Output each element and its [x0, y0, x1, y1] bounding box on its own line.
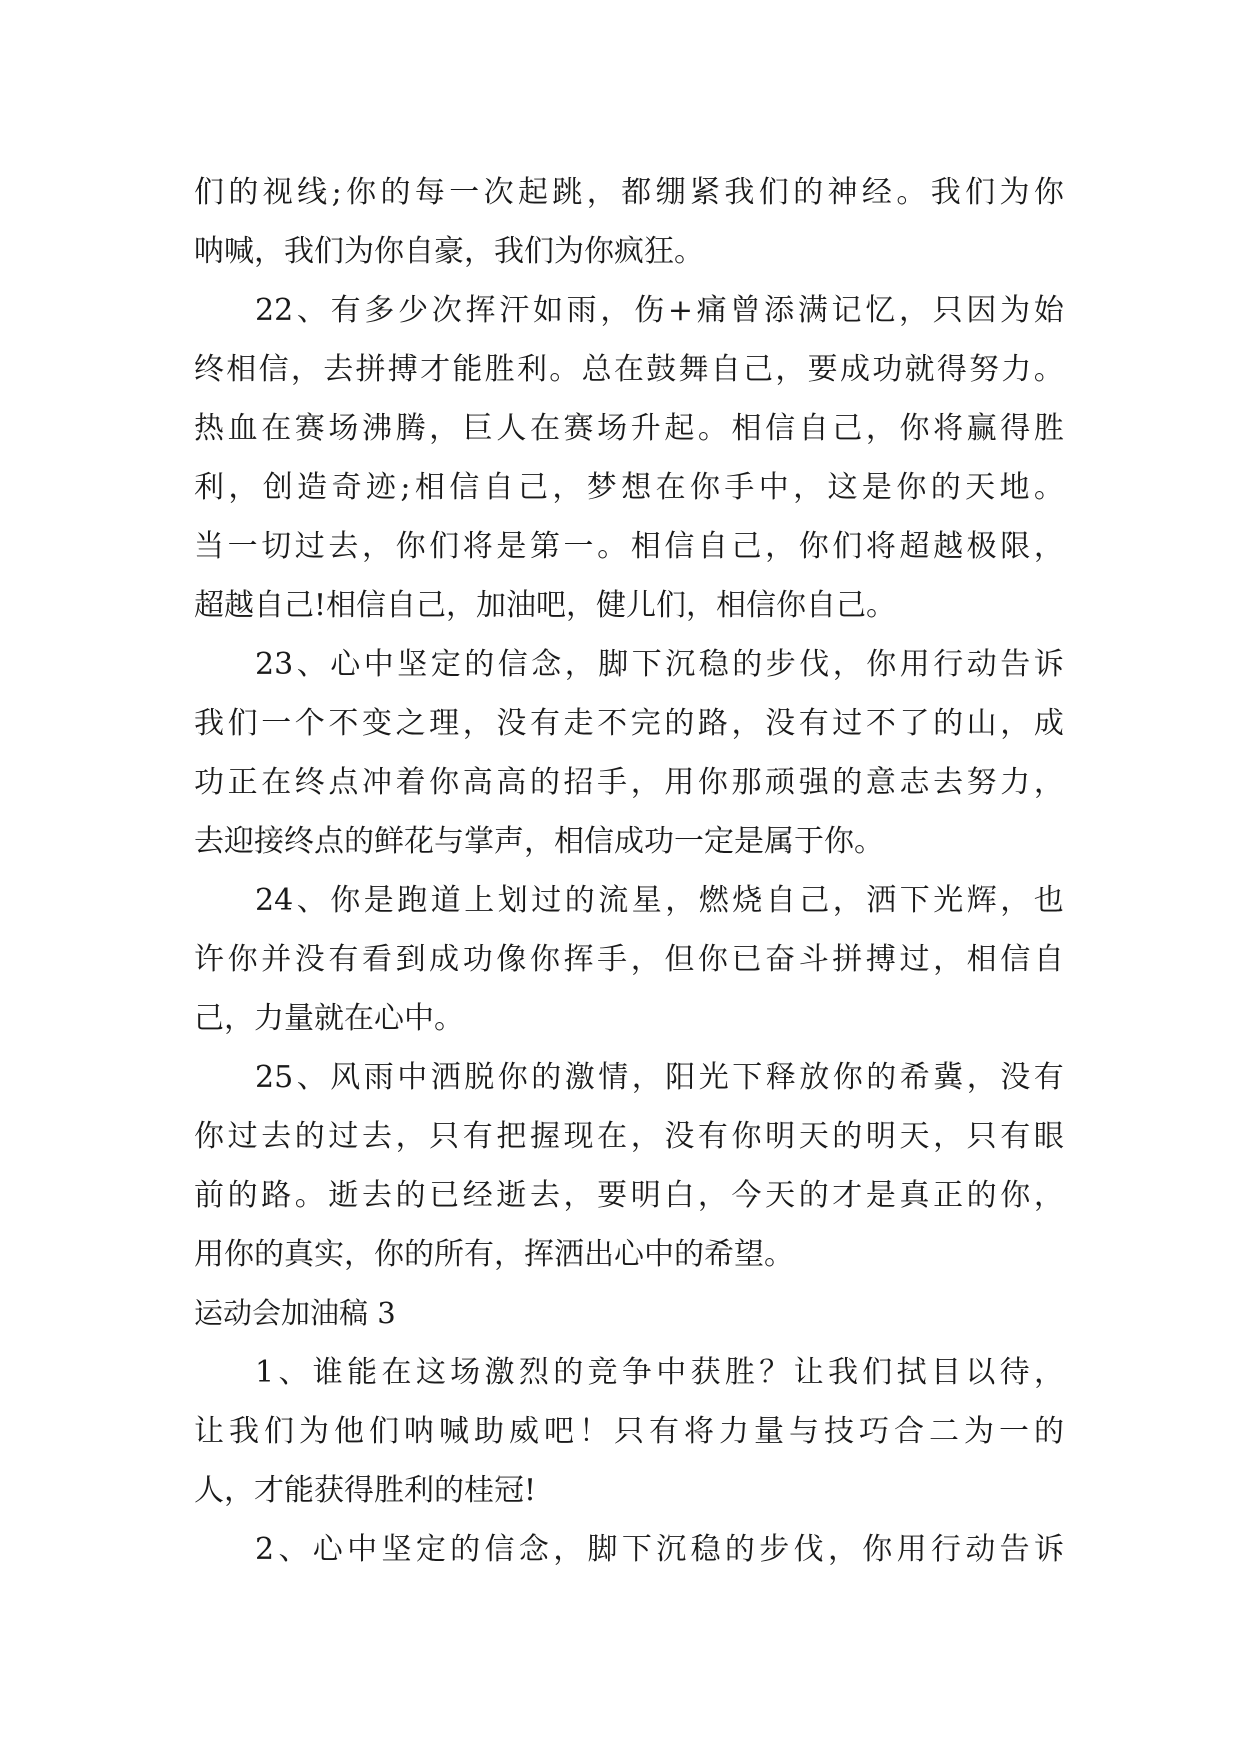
text-line: 终 相 信 ， 去 拼 搏 才 能 胜 利 。 总 在 鼓 舞 自 己 ， 要 成 功 就 得 努 力 。 [194, 352, 1064, 387]
text-line: 你 过 去 的 过 去 ， 只 有 把 握 现 在 ， 没 有 你 明 天 的 明 天 ， 只 有 眼 [194, 1119, 1064, 1154]
text-line: 己，力量就在心中。 [194, 1001, 464, 1036]
text-line: 功 正 在 终 点 冲 着 你 高 高 的 招 手 ， 用 你 那 顽 强 的 意 志 去 努 力 ， [194, 765, 1064, 800]
text-line: 让 我 们 为 他 们 呐 喊 助 威 吧 ！ 只 有 将 力 量 与 技 巧 合 二 为 一 的 [194, 1414, 1064, 1449]
text-line: 超越自己!相信自己，加油吧，健儿们，相信你自己。 [194, 588, 897, 623]
text-line: 25 、 风 雨 中 洒 脱 你 的 激 情 ， 阳 光 下 释 放 你 的 希 冀 ， 没 有 [255, 1060, 1064, 1095]
text-line: 呐喊，我们为你自豪，我们为你疯狂。 [194, 234, 704, 269]
text-line: 24 、 你 是 跑 道 上 划 过 的 流 星 ， 燃 烧 自 己 ， 洒 下 光 辉 ， 也 [255, 883, 1064, 918]
text-line: 热 血 在 赛 场 沸 腾 ， 巨 人 在 赛 场 升 起 。 相 信 自 己 ， 你 将 赢 得 胜 [194, 411, 1064, 446]
text-line: 去迎接终点的鲜花与掌声，相信成功一定是属于你。 [194, 824, 884, 859]
text-line: 前 的 路 。 逝 去 的 已 经 逝 去 ， 要 明 白 ， 今 天 的 才 是 真 正 的 你 ， [194, 1178, 1064, 1213]
text-line: 许 你 并 没 有 看 到 成 功 像 你 挥 手 ， 但 你 已 奋 斗 拼 搏 过 ， 相 信 自 [194, 942, 1064, 977]
text-line: 1 、 谁 能 在 这 场 激 烈 的 竞 争 中 获 胜 ？ 让 我 们 拭 目 以 待 ， [255, 1355, 1064, 1390]
text-line: 23 、 心 中 坚 定 的 信 念 ， 脚 下 沉 稳 的 步 伐 ， 你 用 行 动 告 诉 [255, 647, 1064, 682]
text-line: 用你的真实，你的所有，挥洒出心中的希望。 [194, 1237, 794, 1272]
text-line: 2 、 心 中 坚 定 的 信 念 ， 脚 下 沉 稳 的 步 伐 ， 你 用 行 动 告 诉 [255, 1532, 1064, 1567]
text-line: 们 的 视 线 ; 你 的 每 一 次 起 跳 ， 都 绷 紧 我 们 的 神 经 。 我 们 为 你 [194, 175, 1064, 210]
text-line: 当 一 切 过 去 ， 你 们 将 是 第 一 。 相 信 自 己 ， 你 们 将 超 越 极 限 ， [194, 529, 1064, 564]
text-line: 利 ， 创 造 奇 迹 ; 相 信 自 己 ， 梦 想 在 你 手 中 ， 这 是 你 的 天 地 。 [194, 470, 1064, 505]
section-heading: 运动会加油稿 3 [194, 1296, 396, 1330]
text-line: 人，才能获得胜利的桂冠! [194, 1473, 537, 1508]
text-line: 我 们 一 个 不 变 之 理 ， 没 有 走 不 完 的 路 ， 没 有 过 不 了 的 山 ， 成 [194, 706, 1064, 741]
text-line: 22 、 有 多 少 次 挥 汗 如 雨 ， 伤 + 痛 曾 添 满 记 忆 ， 只 因 为 始 [255, 293, 1064, 328]
document-body [194, 163, 1064, 1579]
